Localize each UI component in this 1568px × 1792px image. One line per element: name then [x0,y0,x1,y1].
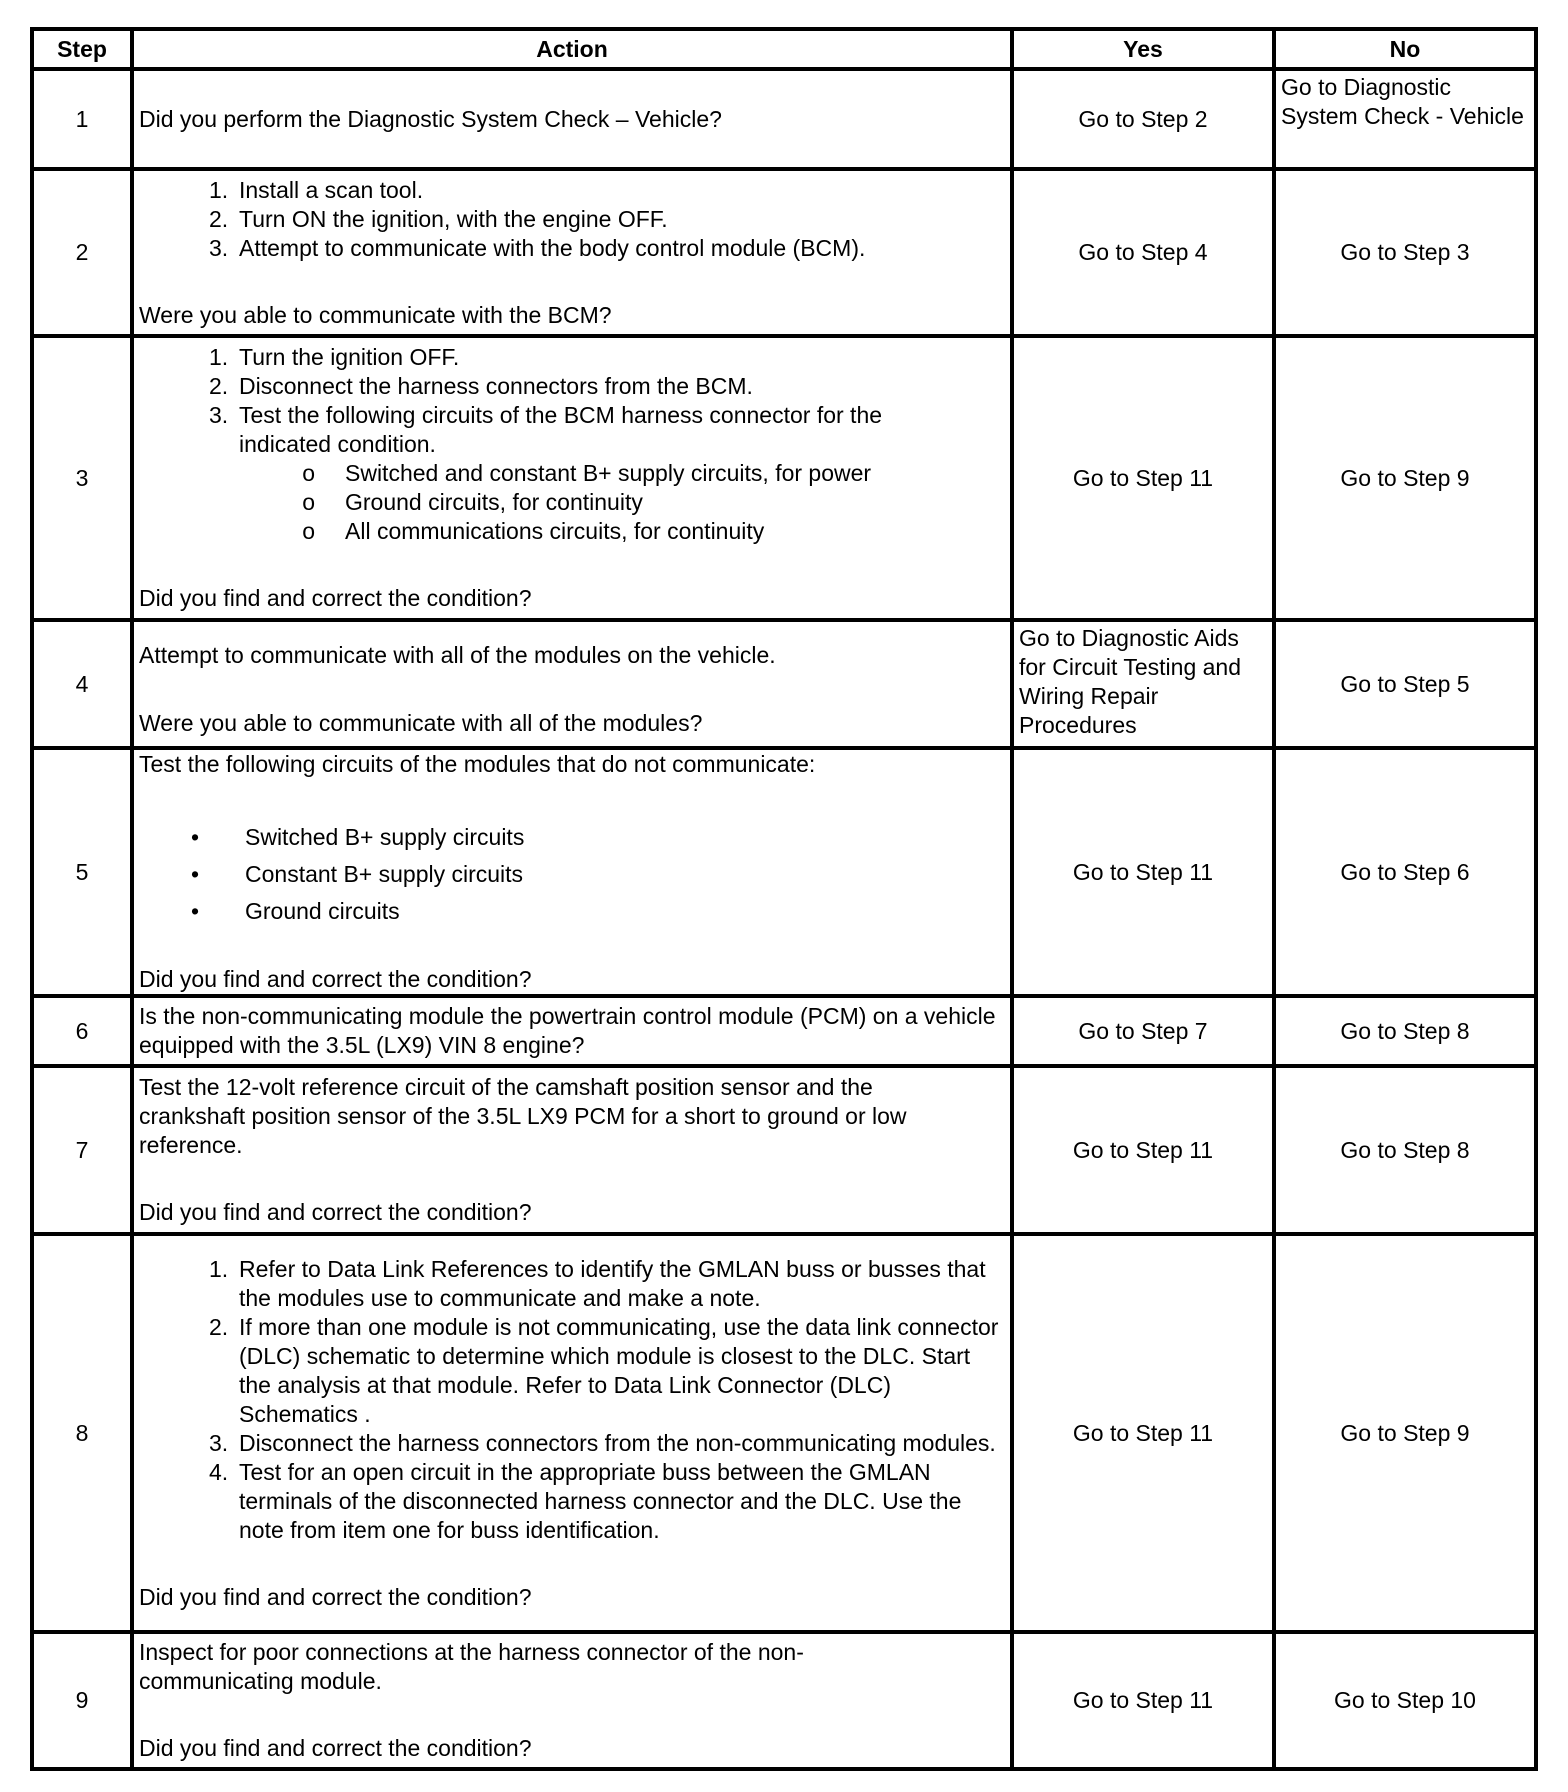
no-cell: Go to Diagnostic System Check - Vehicle [1274,69,1536,169]
header-action: Action [132,29,1012,69]
yes-cell: Go to Step 11 [1012,1066,1274,1234]
question-text: Were you able to communicate with all of the modules? [139,709,703,736]
table-row [32,996,1536,1066]
action-text: Test the 12-volt reference circuit of the camshaft position sensor and the crankshaft position sensor of the 3.5L LX9 PCM for a short to ground or low reference. [139,1074,907,1158]
sub-list-item: o Switched and constant B+ supply circuits, for power [302,460,872,486]
list-item: 3. Test the following circuits of the BCM harness connector for the indicated condition. [209,402,883,457]
sub-list-item: o Ground circuits, for continuity [302,489,643,515]
question-text: Did you find and correct the condition? [139,1583,532,1610]
no-cell: Go to Step 5 [1274,620,1536,748]
no-cell: Go to Step 3 [1274,169,1536,336]
action-cell [132,336,1012,620]
step-number: 8 [32,1234,132,1632]
step-number: 1 [32,69,132,169]
action-cell [132,69,1012,169]
table-row [32,1234,1536,1632]
action-cell [132,996,1012,1066]
question-text: Were you able to communicate with the BCM? [139,301,612,328]
no-cell: Go to Step 10 [1274,1632,1536,1769]
action-text: Is the non-communicating module the powertrain control module (PCM) on a vehicle equipped with the 3.5L (LX9) VIN 8 engine? [139,1003,996,1058]
no-cell: Go to Step 9 [1274,336,1536,620]
table-row [32,69,1536,169]
yes-cell: Go to Diagnostic Aids for Circuit Testing and Wiring Repair Procedures [1012,620,1274,748]
question-text: Did you find and correct the condition? [139,585,532,611]
table-row [32,1066,1536,1234]
action-text: Attempt to communicate with all of the modules on the vehicle. [139,641,776,668]
step-number: 4 [32,620,132,748]
yes-cell: Go to Step 11 [1012,336,1274,620]
list-item: 2. Turn ON the ignition, with the engine OFF. [209,205,668,232]
list-item: 3. Attempt to communicate with the body control module (BCM). [209,234,866,261]
list-item: 1. Refer to Data Link References to identify the GMLAN buss or busses that the modules use to communicate and make a note. [209,1255,986,1311]
bullet-item: • Switched B+ supply circuits [191,824,525,850]
step-number: 7 [32,1066,132,1234]
diagnostic-table [30,27,1538,1771]
list-item: 2. Disconnect the harness connectors from the BCM. [209,373,753,399]
action-cell [132,1066,1012,1234]
action-cell [132,1234,1012,1632]
table-row [32,620,1536,748]
action-text: Did you perform the Diagnostic System Check – Vehicle? [139,105,722,132]
header-row [32,29,1536,69]
yes-cell: Go to Step 11 [1012,1234,1274,1632]
yes-cell: Go to Step 2 [1012,69,1274,169]
bullet-item: • Ground circuits [191,898,400,924]
yes-cell: Go to Step 11 [1012,748,1274,996]
action-cell [132,748,1012,996]
header-no: No [1274,29,1536,69]
table-row [32,336,1536,620]
step-number: 2 [32,169,132,336]
action-text: Inspect for poor connections at the harness connector of the non-communicating module. [139,1639,804,1694]
table-row [32,169,1536,336]
list-item: 3. Disconnect the harness connectors from the non-communicating modules. [209,1429,996,1456]
table-row [32,748,1536,996]
question-text: Did you find and correct the condition? [139,1735,532,1761]
step-number: 3 [32,336,132,620]
list-item: 1. Install a scan tool. [209,176,424,203]
yes-cell: Go to Step 4 [1012,169,1274,336]
table-row [32,1632,1536,1769]
list-item: 1. Turn the ignition OFF. [209,344,460,370]
action-cell [132,620,1012,748]
action-cell [132,1632,1012,1769]
no-cell: Go to Step 6 [1274,748,1536,996]
list-item: 2. If more than one module is not communicating, use the data link connector (DLC) schematic to determine which module is closest to the DLC. Start the analysis at that module. Refer to Data Link Connector (DLC) Schematics . [209,1313,999,1427]
question-text: Did you find and correct the condition? [139,1199,532,1225]
bullet-item: • Constant B+ supply circuits [191,861,524,887]
header-step: Step [32,29,132,69]
sub-list-item: o All communications circuits, for continuity [302,518,765,544]
step-number: 6 [32,996,132,1066]
no-cell: Go to Step 9 [1274,1234,1536,1632]
yes-cell: Go to Step 11 [1012,1632,1274,1769]
no-cell: Go to Step 8 [1274,996,1536,1066]
step-number: 5 [32,748,132,996]
action-text: Test the following circuits of the modules that do not communicate: [139,751,816,777]
header-yes: Yes [1012,29,1274,69]
action-cell [132,169,1012,336]
yes-cell: Go to Step 7 [1012,996,1274,1066]
no-cell: Go to Step 8 [1274,1066,1536,1234]
step-number: 9 [32,1632,132,1769]
question-text: Did you find and correct the condition? [139,966,532,992]
list-item: 4. Test for an open circuit in the appropriate buss between the GMLAN terminals of the disconnected harness connector and the DLC. Use the note from item one for buss identification. [209,1458,962,1543]
